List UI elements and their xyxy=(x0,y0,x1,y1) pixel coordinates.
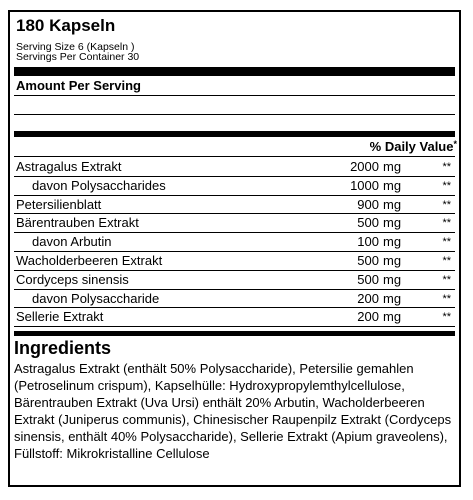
daily-value-flag: ** xyxy=(442,179,451,192)
row-divider xyxy=(14,326,455,327)
nutrient-amount: 900 xyxy=(357,196,379,212)
product-title: 180 Kapseln xyxy=(16,16,116,35)
nutrient-unit: mg xyxy=(383,253,402,268)
nutrient-name: Cordyceps sinensis xyxy=(16,271,129,287)
nutrient-amount: 500 xyxy=(357,271,379,287)
nutrient-unit: mg xyxy=(383,196,402,212)
nutrient-unit: mg xyxy=(383,234,402,250)
nutrient-name: davon Polysaccharides xyxy=(32,177,166,193)
nutrient-unit: mg xyxy=(383,290,402,306)
daily-value-flag: ** xyxy=(442,273,451,286)
nutrient-unit: mg xyxy=(383,271,402,287)
nutrient-amount: 200 xyxy=(357,290,379,306)
nutrient-row xyxy=(16,158,451,176)
ingredients-heading: Ingredients xyxy=(14,338,112,358)
nutrient-unit: mg xyxy=(383,159,402,174)
divider xyxy=(14,156,455,157)
nutrient-row xyxy=(16,308,451,326)
supplement-facts-panel xyxy=(8,10,461,487)
nutrient-amount: 1000 xyxy=(350,177,379,193)
daily-value-flag: ** xyxy=(442,161,451,173)
daily-value-flag: ** xyxy=(442,198,451,211)
nutrient-row xyxy=(16,290,451,308)
nutrient-name: Sellerie Extrakt xyxy=(16,309,104,325)
nutrient-row xyxy=(16,196,451,214)
nutrient-name: Astragalus Extrakt xyxy=(16,159,122,174)
nutrient-row xyxy=(16,214,451,232)
nutrient-name: Wacholderbeeren Extrakt xyxy=(16,253,163,268)
nutrient-name: davon Polysaccharide xyxy=(32,290,160,306)
nutrient-amount: 100 xyxy=(357,234,379,250)
daily-value-flag: ** xyxy=(442,311,451,324)
thick-divider-top xyxy=(14,67,455,76)
daily-value-flag: ** xyxy=(442,292,451,305)
nutrient-amount: 2000 xyxy=(350,159,379,174)
thick-divider-mid xyxy=(14,131,455,137)
nutrient-row xyxy=(16,177,451,195)
amount-per-serving-label: Amount Per Serving xyxy=(16,78,141,93)
daily-value-flag: ** xyxy=(442,236,451,249)
daily-value-flag: ** xyxy=(442,255,451,267)
ingredients-text: Astragalus Extrakt (enthält 50% Polysaccharide), Petersilie gemahlen (Petroselinum crispum), Kapselhülle: Hydroxypropylemthylcellulose, Bärentrauben Extrakt (Uva Ursi) enthält 20% Arbutin, Wacholderbeeren Extrakt (Juniperus communis), Chinesischer Raupenpilz Extrakt (Cordyceps sinensis, enthält 40% Polysaccharide), Sellerie Extrakt (Apium graveolens), Füllstoff: Mikrokristalline Cellulose xyxy=(14,361,452,461)
nutrient-name: Petersilienblatt xyxy=(16,196,102,212)
nutrient-row xyxy=(16,233,451,251)
daily-value-header xyxy=(370,139,457,154)
nutrient-name: davon Arbutin xyxy=(32,234,112,250)
nutrient-amount: 500 xyxy=(357,253,379,268)
serving-size: Serving Size 6 (Kapseln ) xyxy=(16,41,135,53)
nutrient-amount: 500 xyxy=(357,215,379,231)
divider xyxy=(14,114,455,115)
daily-value-header-text: % Daily Value xyxy=(369,139,454,154)
servings-per-container: Servings Per Container 30 xyxy=(16,51,140,63)
thick-divider-bottom xyxy=(14,331,455,336)
daily-value-flag: ** xyxy=(442,217,451,230)
nutrient-row xyxy=(16,252,451,270)
daily-value-mark: * xyxy=(453,139,457,149)
nutrient-unit: mg xyxy=(383,309,402,325)
nutrient-unit: mg xyxy=(383,177,402,193)
nutrient-row xyxy=(16,271,451,289)
nutrient-unit: mg xyxy=(383,215,402,231)
divider xyxy=(14,95,455,96)
nutrient-name: Bärentrauben Extrakt xyxy=(16,215,139,231)
nutrient-amount: 200 xyxy=(357,309,379,325)
